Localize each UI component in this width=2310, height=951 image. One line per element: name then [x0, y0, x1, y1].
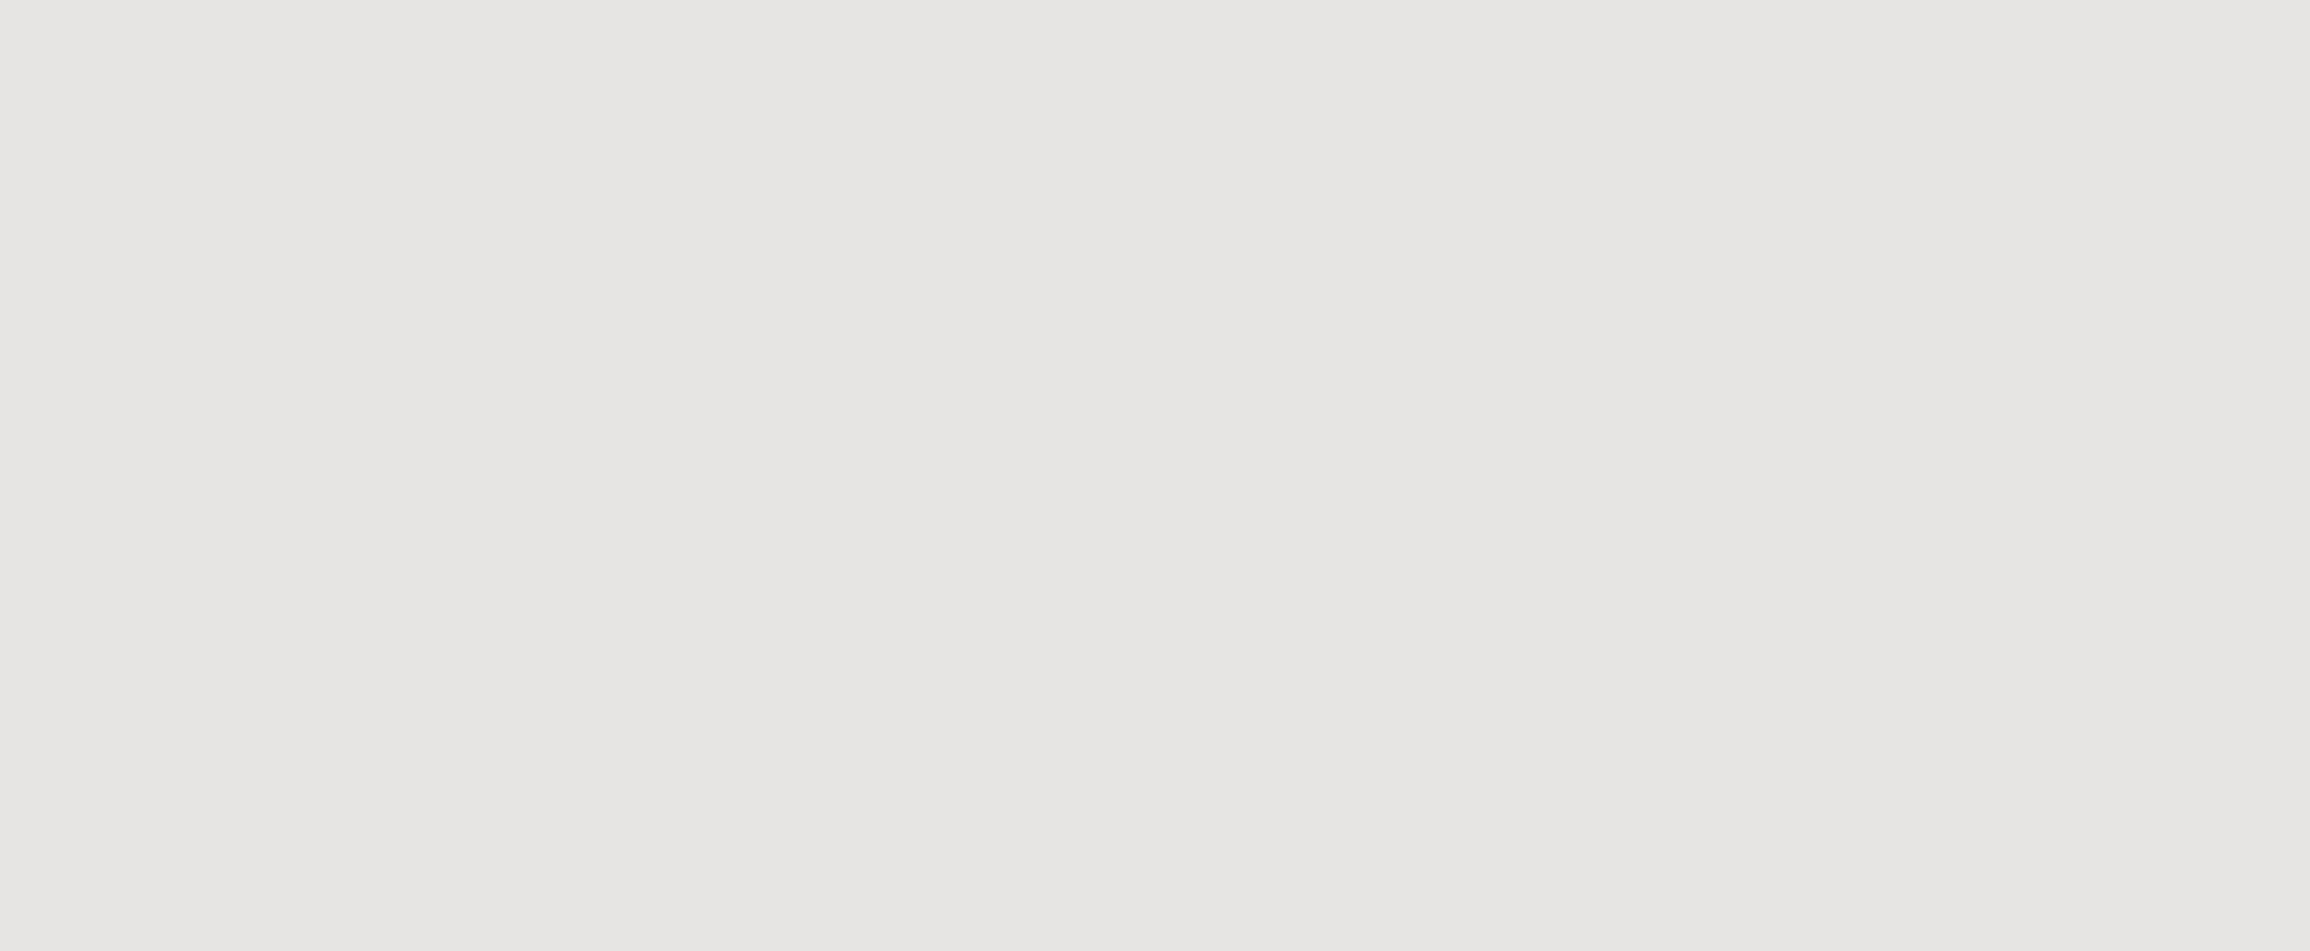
panel-marche-des-affaires [42, 0, 742, 951]
panel-prevision [1542, 0, 2243, 951]
panel-emploi [792, 0, 1491, 951]
